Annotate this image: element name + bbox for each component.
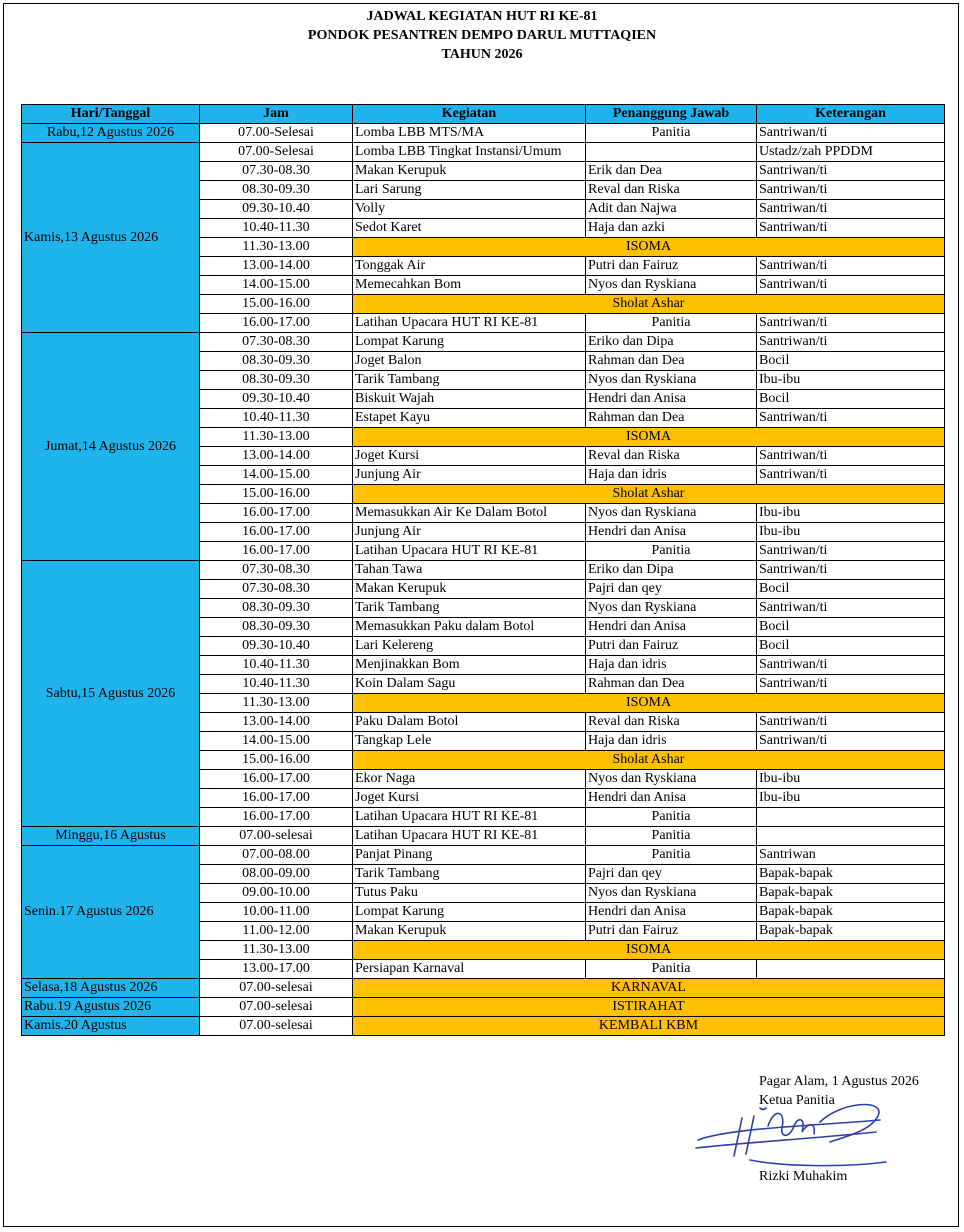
note-cell: Ibu-ibu <box>757 770 945 789</box>
activity-cell: Lari Sarung <box>353 181 586 200</box>
activity-cell: Memasukkan Air Ke Dalam Botol <box>353 504 586 523</box>
table-row <box>22 143 945 162</box>
time-cell: 16.00-17.00 <box>200 770 353 789</box>
person-in-charge-cell: Haja dan idris <box>586 656 757 675</box>
time-cell: 07.00-selesai <box>200 827 353 846</box>
time-cell: 07.00-Selesai <box>200 143 353 162</box>
activity-cell: Joget Balon <box>353 352 586 371</box>
person-in-charge-cell: Rahman dan Dea <box>586 675 757 694</box>
time-cell: 08.30-09.30 <box>200 618 353 637</box>
activity-cell: Sedot Karet <box>353 219 586 238</box>
activity-cell: Lompat Karung <box>353 903 586 922</box>
time-cell: 11.30-13.00 <box>200 428 353 447</box>
person-in-charge-cell: Rahman dan Dea <box>586 409 757 428</box>
note-cell: Santriwan <box>757 846 945 865</box>
highlight-band-cell: Sholat Ashar <box>353 485 945 504</box>
note-cell: Santriwan/ti <box>757 561 945 580</box>
table-row <box>22 998 945 1017</box>
person-in-charge-cell: Panitia <box>586 846 757 865</box>
time-cell: 14.00-15.00 <box>200 466 353 485</box>
note-cell: Bocil <box>757 390 945 409</box>
person-in-charge-cell: Putri dan Fairuz <box>586 637 757 656</box>
day-cell: Kamis.20 Agustus <box>22 1017 200 1036</box>
activity-cell: Makan Kerupuk <box>353 580 586 599</box>
highlight-band-cell: ISOMA <box>353 941 945 960</box>
note-cell: Ibu-ibu <box>757 789 945 808</box>
time-cell: 09.30-10.40 <box>200 390 353 409</box>
time-cell: 08.00-09.00 <box>200 865 353 884</box>
person-in-charge-cell: Haja dan idris <box>586 466 757 485</box>
note-cell: Santriwan/ti <box>757 276 945 295</box>
note-cell: Santriwan/ti <box>757 409 945 428</box>
note-cell: Ustadz/zah PPDDM <box>757 143 945 162</box>
note-cell: Santriwan/ti <box>757 124 945 143</box>
time-cell: 16.00-17.00 <box>200 808 353 827</box>
time-cell: 07.30-08.30 <box>200 333 353 352</box>
time-cell: 15.00-16.00 <box>200 295 353 314</box>
time-cell: 09.30-10.40 <box>200 637 353 656</box>
highlight-band-cell: ISOMA <box>353 694 945 713</box>
note-cell: Bapak-bapak <box>757 922 945 941</box>
person-in-charge-cell: Hendri dan Anisa <box>586 903 757 922</box>
time-cell: 13.00-14.00 <box>200 447 353 466</box>
highlight-band-cell: Sholat Ashar <box>353 751 945 770</box>
handwritten-signature <box>690 1098 890 1170</box>
activity-cell: Junjung Air <box>353 466 586 485</box>
person-in-charge-cell: Eriko dan Dipa <box>586 561 757 580</box>
day-cell: Rabu,12 Agustus 2026 <box>22 124 200 143</box>
note-cell: Santriwan/ti <box>757 333 945 352</box>
time-cell: 10.40-11.30 <box>200 409 353 428</box>
person-in-charge-cell: Panitia <box>586 314 757 333</box>
highlight-band-cell: Sholat Ashar <box>353 295 945 314</box>
time-cell: 16.00-17.00 <box>200 542 353 561</box>
note-cell: Bocil <box>757 580 945 599</box>
day-cell: Rabu.19 Agustus 2026 <box>22 998 200 1017</box>
note-cell <box>757 960 945 979</box>
activity-cell: Biskuit Wajah <box>353 390 586 409</box>
time-cell: 07.30-08.30 <box>200 561 353 580</box>
time-cell: 11.30-13.00 <box>200 238 353 257</box>
activity-cell: Tahan Tawa <box>353 561 586 580</box>
note-cell: Ibu-ibu <box>757 504 945 523</box>
table-row <box>22 846 945 865</box>
time-cell: 09.00-10.00 <box>200 884 353 903</box>
col-header-keterangan: Keterangan <box>757 105 945 124</box>
activity-cell: Makan Kerupuk <box>353 922 586 941</box>
time-cell: 07.30-08.30 <box>200 162 353 181</box>
activity-cell: Junjung Air <box>353 523 586 542</box>
note-cell: Santriwan/ti <box>757 542 945 561</box>
person-in-charge-cell: Haja dan idris <box>586 732 757 751</box>
person-in-charge-cell: Panitia <box>586 808 757 827</box>
person-in-charge-cell: Hendri dan Anisa <box>586 789 757 808</box>
note-cell: Santriwan/ti <box>757 162 945 181</box>
person-in-charge-cell: Pajri dan qey <box>586 865 757 884</box>
time-cell: 16.00-17.00 <box>200 789 353 808</box>
signature-name: Rizki Muhakim <box>759 1169 848 1184</box>
activity-cell: Tarik Tambang <box>353 371 586 390</box>
note-cell <box>757 827 945 846</box>
time-cell: 16.00-17.00 <box>200 314 353 333</box>
time-cell: 13.00-14.00 <box>200 257 353 276</box>
note-cell: Santriwan/ti <box>757 599 945 618</box>
note-cell: Santriwan/ti <box>757 200 945 219</box>
time-cell: 09.30-10.40 <box>200 200 353 219</box>
table-row <box>22 333 945 352</box>
activity-cell: Lari Kelereng <box>353 637 586 656</box>
time-cell: 14.00-15.00 <box>200 732 353 751</box>
activity-cell: Lomba LBB Tingkat Instansi/Umum <box>353 143 586 162</box>
person-in-charge-cell: Reval dan Riska <box>586 713 757 732</box>
activity-cell: Joget Kursi <box>353 789 586 808</box>
time-cell: 16.00-17.00 <box>200 523 353 542</box>
activity-cell: Memecahkan Bom <box>353 276 586 295</box>
activity-cell: Latihan Upacara HUT RI KE-81 <box>353 827 586 846</box>
note-cell: Santriwan/ti <box>757 314 945 333</box>
time-cell: 10.00-11.00 <box>200 903 353 922</box>
time-cell: 07.00-selesai <box>200 1017 353 1036</box>
person-in-charge-cell: Adit dan Najwa <box>586 200 757 219</box>
note-cell: Santriwan/ti <box>757 713 945 732</box>
table-row <box>22 124 945 143</box>
time-cell: 07.00-08.00 <box>200 846 353 865</box>
activity-cell: Tarik Tambang <box>353 599 586 618</box>
activity-cell: Joget Kursi <box>353 447 586 466</box>
activity-cell: Lomba LBB MTS/MA <box>353 124 586 143</box>
person-in-charge-cell: Reval dan Riska <box>586 181 757 200</box>
day-cell: Kamis,13 Agustus 2026 <box>22 143 200 333</box>
table-row <box>22 561 945 580</box>
note-cell: Bocil <box>757 618 945 637</box>
time-cell: 14.00-15.00 <box>200 276 353 295</box>
signature-role: Ketua Panitia <box>759 1093 835 1108</box>
person-in-charge-cell: Hendri dan Anisa <box>586 523 757 542</box>
day-cell: Minggu,16 Agustus <box>22 827 200 846</box>
person-in-charge-cell: Panitia <box>586 827 757 846</box>
activity-cell: Persiapan Karnaval <box>353 960 586 979</box>
title-line-1: JADWAL KEGIATAN HUT RI KE-81 <box>366 9 598 24</box>
activity-cell: Tarik Tambang <box>353 865 586 884</box>
table-row <box>22 1017 945 1036</box>
person-in-charge-cell: Erik dan Dea <box>586 162 757 181</box>
table-header-row <box>22 105 945 124</box>
highlight-band-cell: ISTIRAHAT <box>353 998 945 1017</box>
note-cell: Santriwan/ti <box>757 466 945 485</box>
time-cell: 10.40-11.30 <box>200 656 353 675</box>
col-header-kegiatan: Kegiatan <box>353 105 586 124</box>
person-in-charge-cell: Nyos dan Ryskiana <box>586 884 757 903</box>
activity-cell: Makan Kerupuk <box>353 162 586 181</box>
day-cell: Sabtu,15 Agustus 2026 <box>22 561 200 827</box>
schedule-table <box>21 104 945 1036</box>
table-row <box>22 979 945 998</box>
title-line-3: TAHUN 2026 <box>441 47 523 62</box>
col-header-jam: Jam <box>200 105 353 124</box>
day-cell: Senin.17 Agustus 2026 <box>22 846 200 979</box>
time-cell: 08.30-09.30 <box>200 352 353 371</box>
time-cell: 07.00-selesai <box>200 998 353 1017</box>
activity-cell: Latihan Upacara HUT RI KE-81 <box>353 314 586 333</box>
activity-cell: Koin Dalam Sagu <box>353 675 586 694</box>
activity-cell: Memasukkan Paku dalam Botol <box>353 618 586 637</box>
person-in-charge-cell: Hendri dan Anisa <box>586 390 757 409</box>
highlight-band-cell: ISOMA <box>353 428 945 447</box>
highlight-band-cell: ISOMA <box>353 238 945 257</box>
activity-cell: Paku Dalam Botol <box>353 713 586 732</box>
note-cell: Bapak-bapak <box>757 865 945 884</box>
time-cell: 15.00-16.00 <box>200 751 353 770</box>
time-cell: 07.00-Selesai <box>200 124 353 143</box>
note-cell: Santriwan/ti <box>757 257 945 276</box>
activity-cell: Latihan Upacara HUT RI KE-81 <box>353 542 586 561</box>
time-cell: 08.30-09.30 <box>200 181 353 200</box>
person-in-charge-cell: Putri dan Fairuz <box>586 257 757 276</box>
activity-cell: Tangkap Lele <box>353 732 586 751</box>
person-in-charge-cell: Nyos dan Ryskiana <box>586 276 757 295</box>
table-row <box>22 827 945 846</box>
person-in-charge-cell: Panitia <box>586 960 757 979</box>
note-cell: Ibu-ibu <box>757 371 945 390</box>
note-cell: Santriwan/ti <box>757 447 945 466</box>
person-in-charge-cell: Hendri dan Anisa <box>586 618 757 637</box>
person-in-charge-cell <box>586 143 757 162</box>
note-cell: Santriwan/ti <box>757 219 945 238</box>
time-cell: 10.40-11.30 <box>200 219 353 238</box>
person-in-charge-cell: Rahman dan Dea <box>586 352 757 371</box>
time-cell: 11.30-13.00 <box>200 941 353 960</box>
person-in-charge-cell: Panitia <box>586 542 757 561</box>
person-in-charge-cell: Nyos dan Ryskiana <box>586 599 757 618</box>
note-cell: Santriwan/ti <box>757 656 945 675</box>
activity-cell: Tonggak Air <box>353 257 586 276</box>
note-cell: Bapak-bapak <box>757 903 945 922</box>
note-cell: Santriwan/ti <box>757 732 945 751</box>
person-in-charge-cell: Nyos dan Ryskiana <box>586 371 757 390</box>
title-line-2: PONDOK PESANTREN DEMPO DARUL MUTTAQIEN <box>307 28 657 43</box>
signature-place-date: Pagar Alam, 1 Agustus 2026 <box>759 1074 919 1089</box>
person-in-charge-cell: Nyos dan Ryskiana <box>586 770 757 789</box>
highlight-band-cell: KEMBALI KBM <box>353 1017 945 1036</box>
time-cell: 16.00-17.00 <box>200 504 353 523</box>
col-header-penanggung-jawab: Penanggung Jawab <box>586 105 757 124</box>
time-cell: 15.00-16.00 <box>200 485 353 504</box>
time-cell: 07.00-selesai <box>200 979 353 998</box>
day-cell: Jumat,14 Agustus 2026 <box>22 333 200 561</box>
time-cell: 13.00-14.00 <box>200 713 353 732</box>
col-header-hari: Hari/Tanggal <box>22 105 200 124</box>
time-cell: 10.40-11.30 <box>200 675 353 694</box>
activity-cell: Latihan Upacara HUT RI KE-81 <box>353 808 586 827</box>
time-cell: 08.30-09.30 <box>200 599 353 618</box>
time-cell: 11.30-13.00 <box>200 694 353 713</box>
activity-cell: Tutus Paku <box>353 884 586 903</box>
note-cell: Santriwan/ti <box>757 675 945 694</box>
time-cell: 08.30-09.30 <box>200 371 353 390</box>
activity-cell: Estapet Kayu <box>353 409 586 428</box>
note-cell: Bapak-bapak <box>757 884 945 903</box>
note-cell: Santriwan/ti <box>757 181 945 200</box>
person-in-charge-cell: Haja dan azki <box>586 219 757 238</box>
person-in-charge-cell: Eriko dan Dipa <box>586 333 757 352</box>
note-cell <box>757 808 945 827</box>
time-cell: 11.00-12.00 <box>200 922 353 941</box>
person-in-charge-cell: Panitia <box>586 124 757 143</box>
note-cell: Bocil <box>757 637 945 656</box>
highlight-band-cell: KARNAVAL <box>353 979 945 998</box>
person-in-charge-cell: Nyos dan Ryskiana <box>586 504 757 523</box>
activity-cell: Menjinakkan Bom <box>353 656 586 675</box>
time-cell: 13.00-17.00 <box>200 960 353 979</box>
activity-cell: Ekor Naga <box>353 770 586 789</box>
note-cell: Bocil <box>757 352 945 371</box>
note-cell: Ibu-ibu <box>757 523 945 542</box>
day-cell: Selasa,18 Agustus 2026 <box>22 979 200 998</box>
activity-cell: Volly <box>353 200 586 219</box>
time-cell: 07.30-08.30 <box>200 580 353 599</box>
person-in-charge-cell: Putri dan Fairuz <box>586 922 757 941</box>
activity-cell: Lompat Karung <box>353 333 586 352</box>
activity-cell: Panjat Pinang <box>353 846 586 865</box>
person-in-charge-cell: Reval dan Riska <box>586 447 757 466</box>
person-in-charge-cell: Pajri dan qey <box>586 580 757 599</box>
